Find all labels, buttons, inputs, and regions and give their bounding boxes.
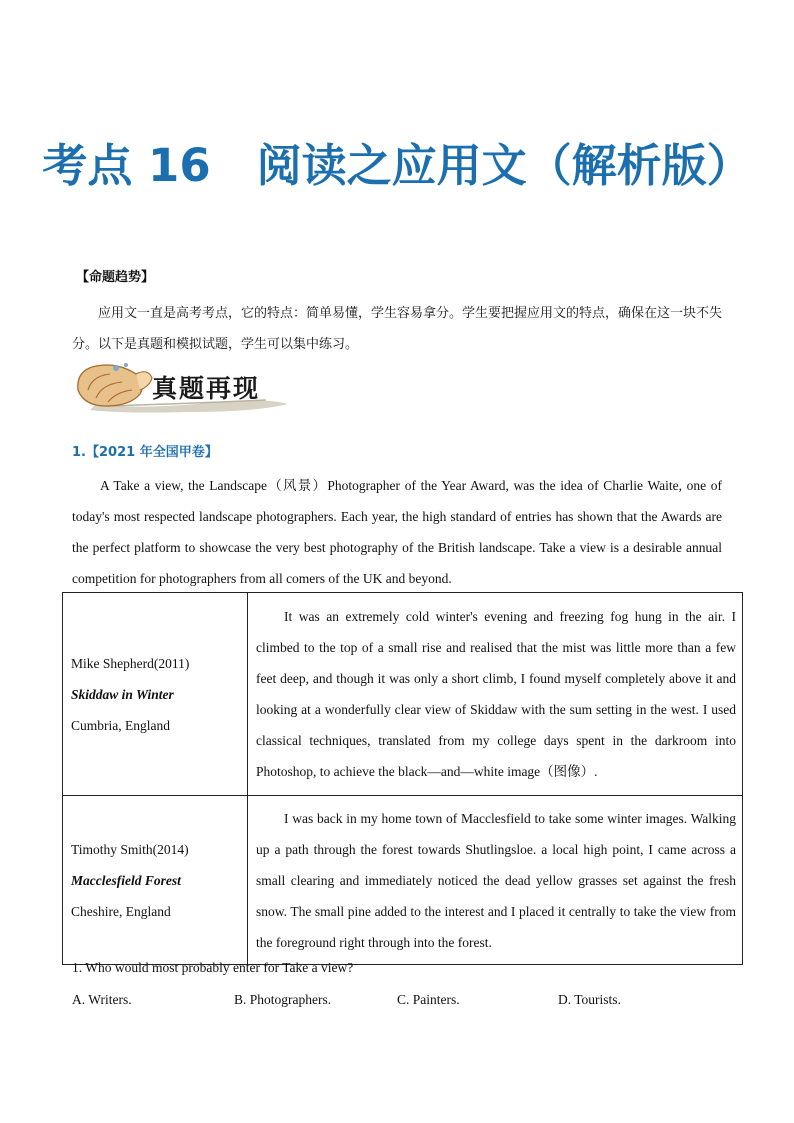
option-b: B. Photographers. — [234, 992, 332, 1007]
entrant-name: Mike Shepherd(2011) — [71, 655, 190, 671]
option-c: C. Painters. — [397, 992, 460, 1007]
entrant-place: Cumbria, England — [71, 717, 170, 733]
entries-table — [62, 592, 743, 965]
question-text: 1. Who would most probably enter for Take a view? — [72, 960, 354, 975]
section-banner — [66, 360, 292, 416]
option-a: A. Writers. — [72, 992, 132, 1007]
title-topic-name: 阅读之应用文（解析版） — [256, 139, 752, 192]
trend-paragraph: 应用文一直是高考考点，它的特点：简单易懂，学生容易拿分。学生要把握应用文的特点，确保在这一块不失分。以下是真题和模拟试题，学生可以集中练习。 — [72, 306, 723, 352]
question-header: 1.【2021 年全国甲卷】 — [72, 445, 218, 460]
trend-label: 【命题趋势】 — [76, 270, 155, 285]
banner-label: 真题再现 — [152, 374, 261, 403]
entrant-name: Timothy Smith(2014) — [71, 841, 189, 857]
title-topic-number: 考点 16 — [42, 139, 211, 192]
entrant-cell — [63, 593, 248, 796]
entrant-story: I was back in my home town of Macclesfield to take some winter images. Walking up a path through the forest towards Shutlingsloe. a local high point, I came across a small clearing and immediately noticed the dead yellow grasses set against the fresh snow. The small pine added to the interest and I placed it centrally to take the view from the foreground right through into the forest. — [248, 796, 743, 965]
entrant-story: It was an extremely cold winter's evening and freezing fog hung in the air. I climbed to the top of a small rise and realised that the mist was little more than a few feet deep, and though it was only a short climb, I found myself completely above it and looking at a wonderfully clear view of Skiddaw with the sum setting in the west. I used classical techniques, translated from my college days spent in the darkroom into Photoshop, to achieve the black—and—white image（图像）. — [248, 593, 743, 796]
table-row — [63, 593, 743, 796]
table-row — [63, 796, 743, 965]
entrant-work: Macclesfield Forest — [71, 872, 181, 888]
reading-passage: A Take a view, the Landscape（风景）Photographer of the Year Award, was the idea of Charlie Waite, one of today's most respected landscape photographers. Each year, the high standard of entries has shown that the Awards are the perfect platform to showcase the very best photography of the British landscape. Take a view is a desirable annual competition for photographers from all comers of the UK and beyond. — [72, 478, 722, 586]
option-d: D. Tourists. — [558, 992, 621, 1007]
entrant-work: Skiddaw in Winter — [71, 686, 174, 702]
entrant-place: Cheshire, England — [71, 903, 171, 919]
page-title — [40, 138, 754, 194]
entrant-cell — [63, 796, 248, 965]
